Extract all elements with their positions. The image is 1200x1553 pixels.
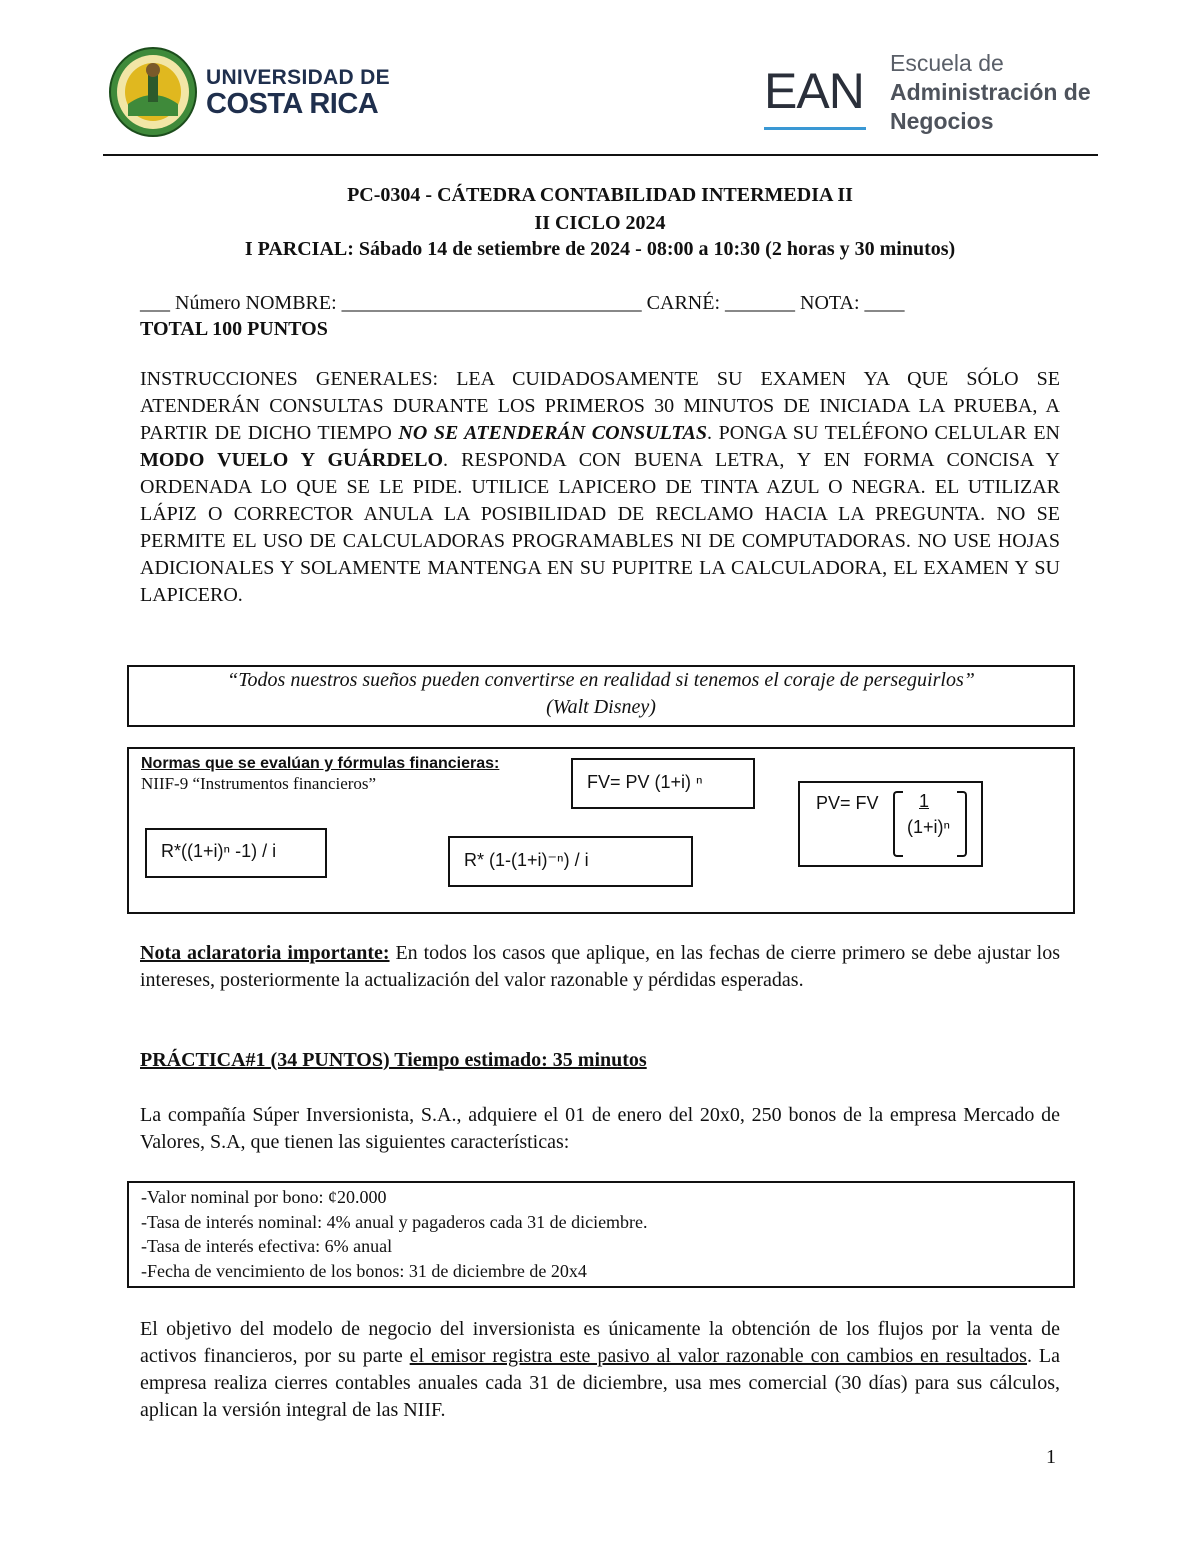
pv-label: PV= FV: [816, 793, 879, 813]
school-name-line3: Negocios: [890, 108, 994, 134]
exam-title: I PARCIAL: Sábado 14 de setiembre de 2024 - 08:00 a 10:30 (2 horas y 30 minutos): [244, 238, 956, 260]
present-value-formula: [798, 781, 983, 867]
general-instructions: [140, 366, 1060, 609]
objective-part1: El objetivo del modelo de negocio del inversionista es únicamente la obtención de los flujos por la venta de activos financieros, por su parte: [140, 1318, 1060, 1367]
cycle-title: II CICLO 2024: [534, 212, 666, 234]
university-seal-logo: [108, 46, 198, 138]
business-model-paragraph: [140, 1316, 1060, 1424]
note-text: En todos los casos que aplique, en las fechas de cierre primero se debe ajustar los intereses, posteriormente la actualización del valor razonable y pérdidas esperadas.: [140, 942, 1060, 991]
ean-logo: EAN: [764, 63, 864, 119]
pv-numerator: 1: [919, 791, 930, 811]
university-name-line2: COSTA RICA: [206, 88, 379, 120]
note-heading: Nota aclaratoria importante:: [140, 942, 390, 964]
practice-title: PRÁCTICA#1 (34 PUNTOS) Tiempo estimado: 35 minutos: [140, 1049, 647, 1071]
future-value-formula: FV= PV (1+i) ⁿ: [571, 758, 755, 809]
feature-item: -Tasa de interés efectiva: 6% anual: [141, 1236, 393, 1256]
quote-box: [127, 665, 1075, 727]
page-number: 1: [1046, 1446, 1056, 1468]
student-info-line: ___ Número NOMBRE: ______________________________ CARNÉ: _______ NOTA: ____: [140, 292, 905, 314]
school-name: [890, 49, 1091, 136]
feature-item: -Valor nominal por bono: ¢20.000: [141, 1187, 387, 1207]
school-name-line2: Administración de: [890, 79, 1091, 105]
bond-features-box: [127, 1181, 1075, 1288]
right-bracket: [957, 791, 967, 857]
header-divider: [103, 154, 1098, 156]
quote-author: (Walt Disney): [546, 696, 656, 718]
school-name-line1: Escuela de: [890, 50, 1004, 76]
annuity-future-value-formula: R*((1+i)ⁿ -1) / i: [145, 828, 327, 878]
formulas-box: [127, 747, 1075, 914]
instructions-part2: . PONGA SU TELÉFONO CELULAR EN: [707, 422, 1060, 444]
norms-title: Normas que se evalúan y fórmulas financieras:: [141, 755, 500, 772]
instructions-part3: . RESPONDA CON BUENA LETRA, Y EN FORMA CONCISA Y ORDENADA LO QUE SE LE PIDE. UTILICE LAPICERO DE TINTA AZUL O NEGRA. EL UTILIZAR LÁPIZ O CORRECTOR ANULA LA POSIBILIDAD DE RECLAMO HACIA LA PREGUNTA. NO SE PERMITE EL USO DE CALCULADORAS PROGRAMABLES NI DE COMPUTADORAS. NO USE HOJAS ADICIONALES Y SOLAMENTE MANTENGA EN SU PUPITRE LA CALCULADORA, EL EXAMEN Y SU LAPICERO.: [140, 449, 1060, 606]
instructions-emphasis: NO SE ATENDERÁN CONSULTAS: [398, 422, 708, 444]
instructions-bold: MODO VUELO Y GUÁRDELO: [140, 449, 444, 471]
objective-underlined: el emisor registra este pasivo al valor razonable con cambios en resultados: [409, 1345, 1027, 1367]
quote-text: “Todos nuestros sueños pueden convertirse en realidad si tenemos el coraje de perseguirlos”: [227, 669, 975, 691]
feature-item: -Fecha de vencimiento de los bonos: 31 de diciembre de 20x4: [141, 1261, 587, 1281]
instructions-part1: INSTRUCCIONES GENERALES: LEA CUIDADOSAMENTE SU EXAMEN YA QUE SÓLO SE ATENDERÁN CONSULTAS DURANTE LOS PRIMEROS 30 MINUTOS DE INICIADA LA PRUEBA, A PARTIR DE DICHO TIEMPO: [140, 368, 1060, 444]
norms-item: NIIF-9 “Instrumentos financieros”: [141, 774, 377, 793]
ean-logo-underline: [764, 127, 866, 130]
left-bracket: [893, 791, 903, 857]
course-title: PC-0304 - CÁTEDRA CONTABILIDAD INTERMEDIA II: [347, 184, 853, 206]
feature-item: -Tasa de interés nominal: 4% anual y pagaderos cada 31 de diciembre.: [141, 1212, 648, 1232]
objective-part2: . La empresa realiza cierres contables anuales cada 31 de diciembre, usa mes comercial (30 días) para sus cálculos, aplican la versión integral de las NIIF.: [140, 1345, 1061, 1421]
annuity-present-value-formula: R* (1-(1+i)⁻ⁿ) / i: [448, 836, 693, 887]
university-name: [206, 67, 390, 119]
pv-denominator: (1+i)ⁿ: [907, 817, 951, 837]
total-points: TOTAL 100 PUNTOS: [140, 318, 328, 340]
practice-intro: La compañía Súper Inversionista, S.A., adquiere el 01 de enero del 20x0, 250 bonos de la empresa Mercado de Valores, S.A, que tienen las siguientes características:: [140, 1104, 1060, 1153]
clarification-note: [140, 940, 1060, 994]
university-name-line1: UNIVERSIDAD DE: [206, 66, 390, 89]
